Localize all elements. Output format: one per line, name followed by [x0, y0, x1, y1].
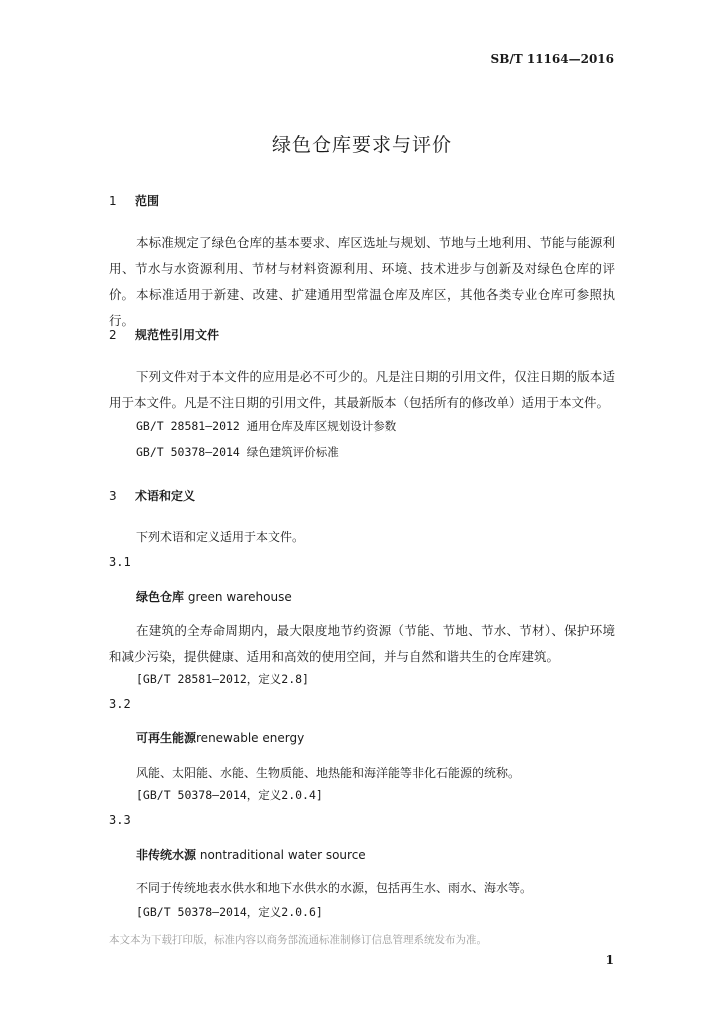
term-definition: 在建筑的全寿命周期内，最大限度地节约资源（节能、节地、节水、节材）、保护环境和减少污染，提供健康、适用和高效的使用空间，并与自然和谐共生的仓库建筑。: [109, 623, 615, 664]
reference-item: GB/T 28581—2012 通用仓库及库区规划设计参数: [136, 419, 397, 433]
term-en: green warehouse: [187, 590, 292, 604]
section-number: 1: [109, 194, 117, 208]
section-3-intro: 下列术语和定义适用于本文件。: [136, 530, 305, 544]
section-title: 术语和定义: [135, 489, 196, 503]
term-source: [GB/T 50378—2014，定义2.0.4]: [136, 788, 323, 802]
section-number: 2: [109, 328, 117, 342]
section-title: 规范性引用文件: [135, 328, 220, 342]
reference-item: GB/T 50378—2014 绿色建筑评价标准: [136, 445, 339, 459]
section-3-heading: [109, 487, 195, 504]
section-1-heading: [109, 192, 159, 209]
section-1-paragraph-1: 本标准规定了绿色仓库的基本要求、库区选址与规划、节地与土地利用、节能与能源利用、节水与水资源利用、节材与材料资源利用、环境、技术进步与创新及对绿色仓库的评价。: [109, 235, 615, 302]
term-source: [GB/T 28581—2012，定义2.8]: [136, 672, 309, 686]
term-source: [GB/T 50378—2014，定义2.0.6]: [136, 905, 323, 919]
term-heading: [136, 846, 366, 863]
standard-code: SB/T 11164—2016: [490, 52, 614, 66]
term-en: nontraditional water source: [199, 848, 366, 862]
clause-number: 3.3: [109, 813, 131, 827]
term-definition: 不同于传统地表水供水和地下水供水的水源，包括再生水、雨水、海水等。: [136, 881, 533, 895]
section-title: 范围: [135, 194, 160, 208]
document-title: 绿色仓库要求与评价: [271, 134, 452, 156]
page-number: 1: [605, 953, 614, 967]
term-zh: 可再生能源: [136, 731, 197, 745]
section-2-heading: [109, 326, 219, 343]
clause-number: 3.1: [109, 555, 131, 569]
footer-note: 本文本为下载打印版，标准内容以商务部流通标准制修订信息管理系统发布为准。: [109, 934, 487, 946]
section-2-paragraph-1: 下列文件对于本文件的应用是必不可少的。凡是注日期的引用文件，仅注日期的版本适用于本文件。凡是不注日期的引用文件，其最新版本（包括所有的修改单）适用于本文件。: [109, 369, 615, 410]
term-zh: 绿色仓库: [136, 590, 185, 604]
term-heading: [136, 729, 304, 746]
section-number: 3: [109, 489, 117, 503]
term-definition: 风能、太阳能、水能、生物质能、地热能和海洋能等非化石能源的统称。: [136, 766, 521, 780]
term-en: renewable energy: [196, 731, 305, 745]
clause-number: 3.2: [109, 697, 131, 711]
section-1-paragraph-2: 本标准适用于新建、改建、扩建通用型常温仓库及库区，其他各类专业仓库可参照执行。: [109, 287, 615, 328]
term-heading: [136, 588, 292, 605]
term-zh: 非传统水源: [136, 848, 197, 862]
